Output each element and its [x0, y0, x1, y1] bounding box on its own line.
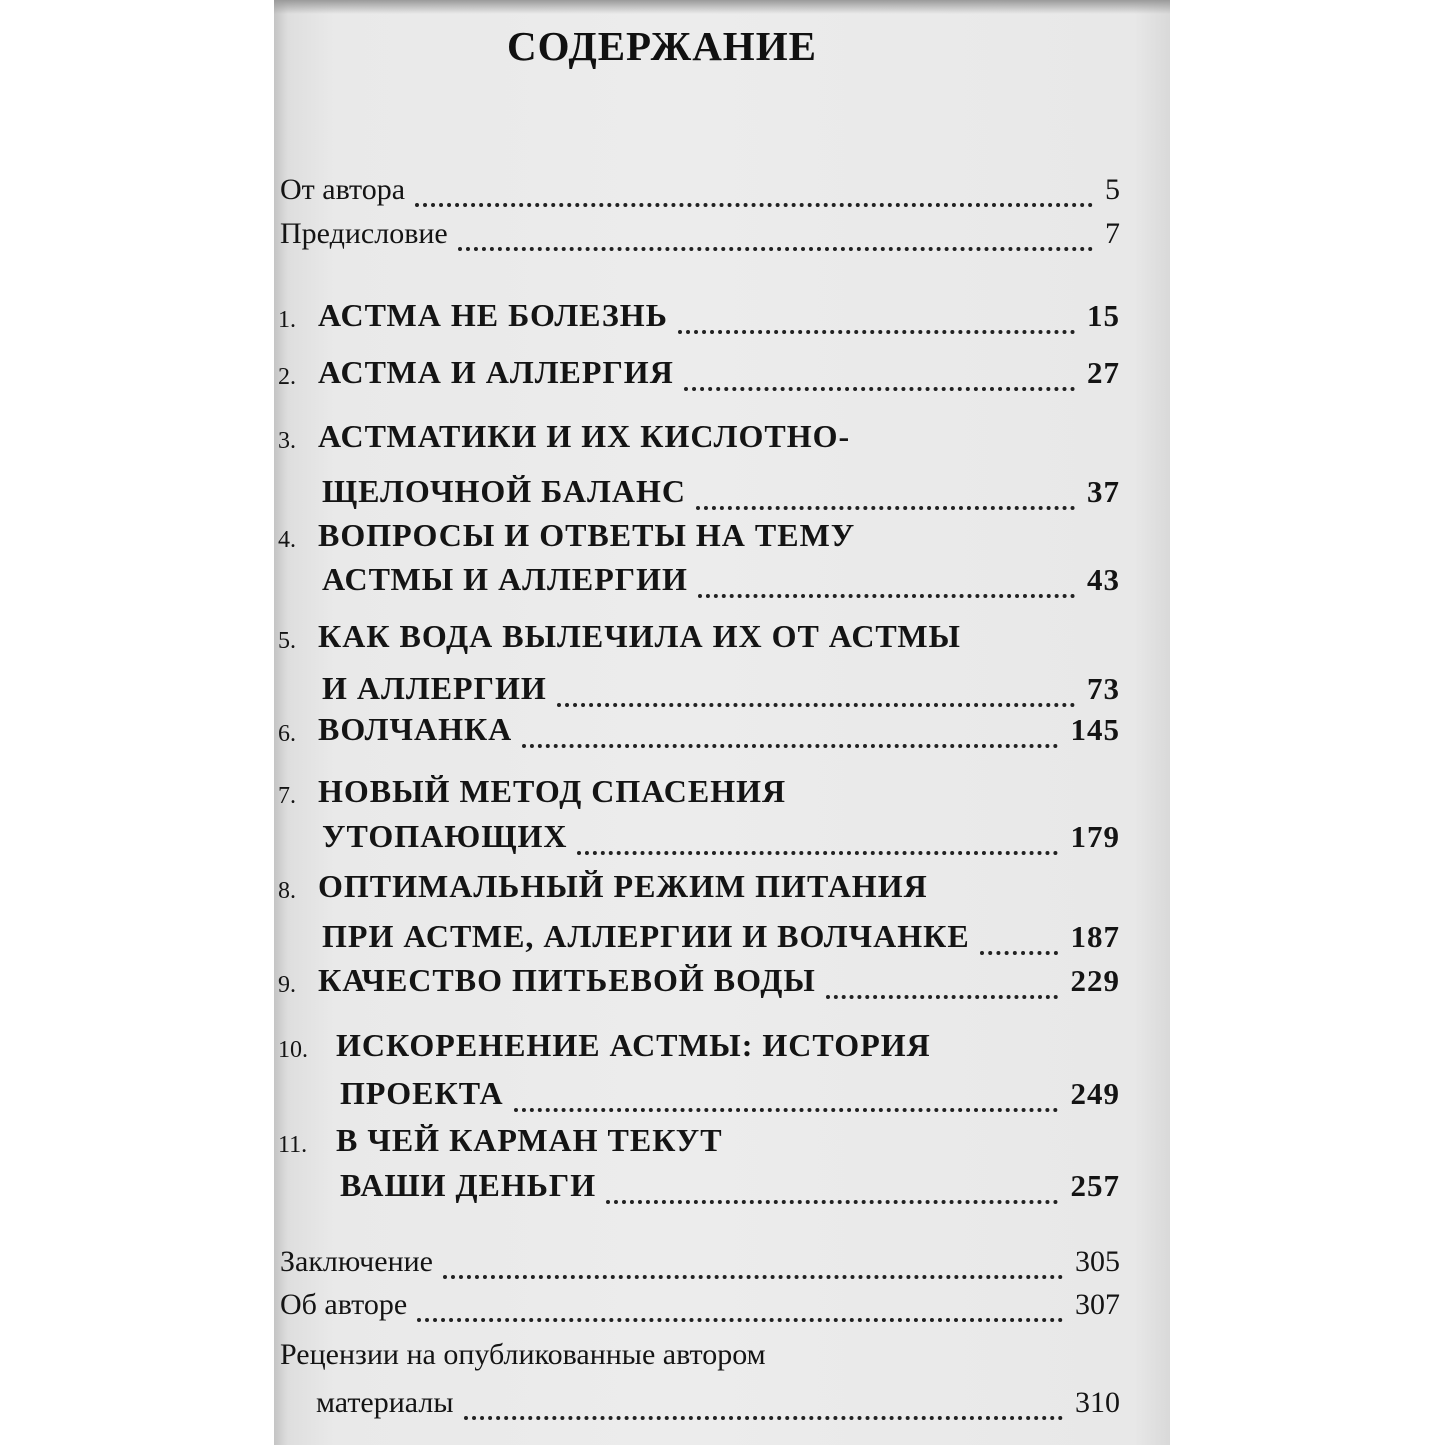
book-page	[274, 0, 1170, 1445]
page-number: 73	[1087, 671, 1120, 706]
page-number: 305	[1075, 1245, 1120, 1278]
entry-title: АСТМАТИКИ И ИХ КИСЛОТНО-	[318, 418, 851, 454]
entry-title: ПРИ АСТМЕ, АЛЛЕРГИИ И ВОЛЧАНКЕ	[322, 918, 970, 954]
dot-leader	[577, 821, 1058, 855]
toc-entry[interactable]	[278, 771, 1120, 861]
toc-entry-line	[278, 771, 1120, 816]
entry-title: АСТМА НЕ БОЛЕЗНЬ	[318, 297, 668, 333]
chapter-number: 6.	[278, 721, 296, 747]
toc-entry-line	[278, 1283, 1120, 1328]
dot-leader	[606, 1170, 1058, 1204]
entry-title: ОПТИМАЛЬНЫЙ РЕЖИМ ПИТАНИЯ	[318, 868, 928, 904]
chapter-number: 8.	[278, 878, 296, 904]
toc-entry-line	[278, 1381, 1120, 1426]
toc-entry-line	[278, 416, 1120, 461]
entry-title: УТОПАЮЩИХ	[322, 818, 568, 854]
toc-entry-line	[278, 471, 1120, 516]
toc-entry-line	[278, 168, 1120, 213]
page-number: 307	[1075, 1288, 1120, 1321]
entry-title: От автора	[280, 173, 406, 206]
entry-title: ПРОЕКТА	[340, 1075, 504, 1111]
toc-entry[interactable]	[278, 352, 1120, 397]
entry-title: ВАШИ ДЕНЬГИ	[340, 1167, 597, 1203]
dot-leader	[443, 1245, 1063, 1279]
entry-title: АСТМА И АЛЛЕРГИЯ	[318, 354, 674, 390]
entry-title: АСТМЫ И АЛЛЕРГИИ	[322, 561, 688, 597]
entry-title: Предисловие	[280, 217, 448, 250]
dot-leader	[514, 1078, 1058, 1112]
toc-entry[interactable]	[278, 1283, 1120, 1328]
toc-entry[interactable]	[278, 168, 1120, 213]
page-number: 310	[1075, 1386, 1120, 1419]
toc-entry-line	[278, 866, 1120, 911]
entry-title: ИСКОРЕНЕНИЕ АСТМЫ: ИСТОРИЯ	[336, 1027, 931, 1063]
toc-entry[interactable]	[278, 515, 1120, 604]
toc-entry-line	[278, 295, 1120, 340]
chapter-number: 2.	[278, 364, 296, 390]
toc-entry[interactable]	[278, 866, 1120, 961]
entry-title: НОВЫЙ МЕТОД СПАСЕНИЯ	[318, 773, 787, 809]
toc-entry-line	[278, 1240, 1120, 1285]
toc-entry-line	[278, 816, 1120, 861]
toc-entry-line	[278, 212, 1120, 257]
entry-title: КАЧЕСТВО ПИТЬЕВОЙ ВОДЫ	[318, 962, 816, 998]
chapter-number: 11.	[278, 1132, 308, 1158]
toc-entry[interactable]	[278, 295, 1120, 340]
chapter-number: 7.	[278, 783, 296, 809]
page-number: 257	[1070, 1168, 1120, 1203]
entry-title: Об авторе	[280, 1288, 408, 1321]
chapter-number: 1.	[278, 307, 296, 333]
toc-entry[interactable]	[278, 960, 1120, 1005]
page-number: 7	[1105, 217, 1120, 250]
dot-leader	[417, 1288, 1063, 1322]
dot-leader	[415, 173, 1093, 207]
page-number: 37	[1087, 474, 1120, 509]
toc-entry-line	[278, 515, 1120, 560]
entry-title: В ЧЕЙ КАРМАН ТЕКУТ	[336, 1122, 723, 1158]
entry-title: КАК ВОДА ВЫЛЕЧИЛА ИХ ОТ АСТМЫ	[318, 618, 961, 654]
toc-entry[interactable]	[278, 709, 1120, 754]
chapter-number: 9.	[278, 972, 296, 998]
toc-entry-line	[278, 1120, 1120, 1165]
toc-entry[interactable]	[278, 1333, 1120, 1426]
entry-title: ВОЛЧАНКА	[318, 711, 513, 747]
toc-entry[interactable]	[278, 1240, 1120, 1285]
toc-entry-line	[278, 709, 1120, 754]
page-number: 15	[1087, 298, 1120, 333]
page-number: 249	[1070, 1076, 1120, 1111]
toc-entry-line	[278, 559, 1120, 604]
dot-leader	[522, 714, 1058, 748]
page-number: 5	[1105, 173, 1120, 206]
page-number: 27	[1087, 355, 1120, 390]
dot-leader	[826, 965, 1058, 999]
toc-entry[interactable]	[278, 212, 1120, 257]
toc-entry-line	[278, 1333, 1120, 1378]
toc-entry-line	[278, 1165, 1120, 1210]
toc-entry[interactable]	[278, 416, 1120, 516]
toc-entry-line	[278, 352, 1120, 397]
entry-title: И АЛЛЕРГИИ	[322, 670, 547, 706]
dot-leader	[557, 673, 1075, 707]
entry-title: ВОПРОСЫ И ОТВЕТЫ НА ТЕМУ	[318, 517, 856, 553]
page-number: 145	[1070, 712, 1120, 747]
chapter-number: 4.	[278, 527, 296, 553]
page-title: СОДЕРЖАНИЕ	[507, 23, 817, 69]
chapter-number: 10.	[278, 1037, 308, 1063]
toc-entry-line	[278, 1025, 1120, 1070]
dot-leader	[684, 357, 1075, 391]
page-number: 43	[1087, 562, 1120, 597]
entry-title: материалы	[316, 1386, 454, 1419]
page-number: 187	[1070, 919, 1120, 954]
chapter-number: 5.	[278, 628, 296, 654]
entry-title: Заключение	[280, 1245, 433, 1278]
toc-entry[interactable]	[278, 616, 1120, 713]
page-number: 229	[1070, 963, 1120, 998]
dot-leader	[980, 921, 1058, 955]
toc-entry[interactable]	[278, 1120, 1120, 1210]
page-number: 179	[1070, 819, 1120, 854]
entry-title: Рецензии на опубликованные автором	[280, 1338, 766, 1371]
toc-entry-line	[278, 668, 1120, 713]
toc-entry-line	[278, 616, 1120, 661]
dot-leader	[698, 564, 1075, 598]
toc-entry-line	[278, 1073, 1120, 1118]
dot-leader	[678, 300, 1075, 334]
dot-leader	[696, 476, 1075, 510]
entry-title: ЩЕЛОЧНОЙ БАЛАНС	[322, 473, 686, 509]
dot-leader	[464, 1386, 1063, 1420]
dot-leader	[458, 217, 1093, 251]
toc-entry[interactable]	[278, 1025, 1120, 1118]
toc-entry-line	[278, 960, 1120, 1005]
chapter-number: 3.	[278, 428, 296, 454]
toc-entry-line	[278, 916, 1120, 961]
